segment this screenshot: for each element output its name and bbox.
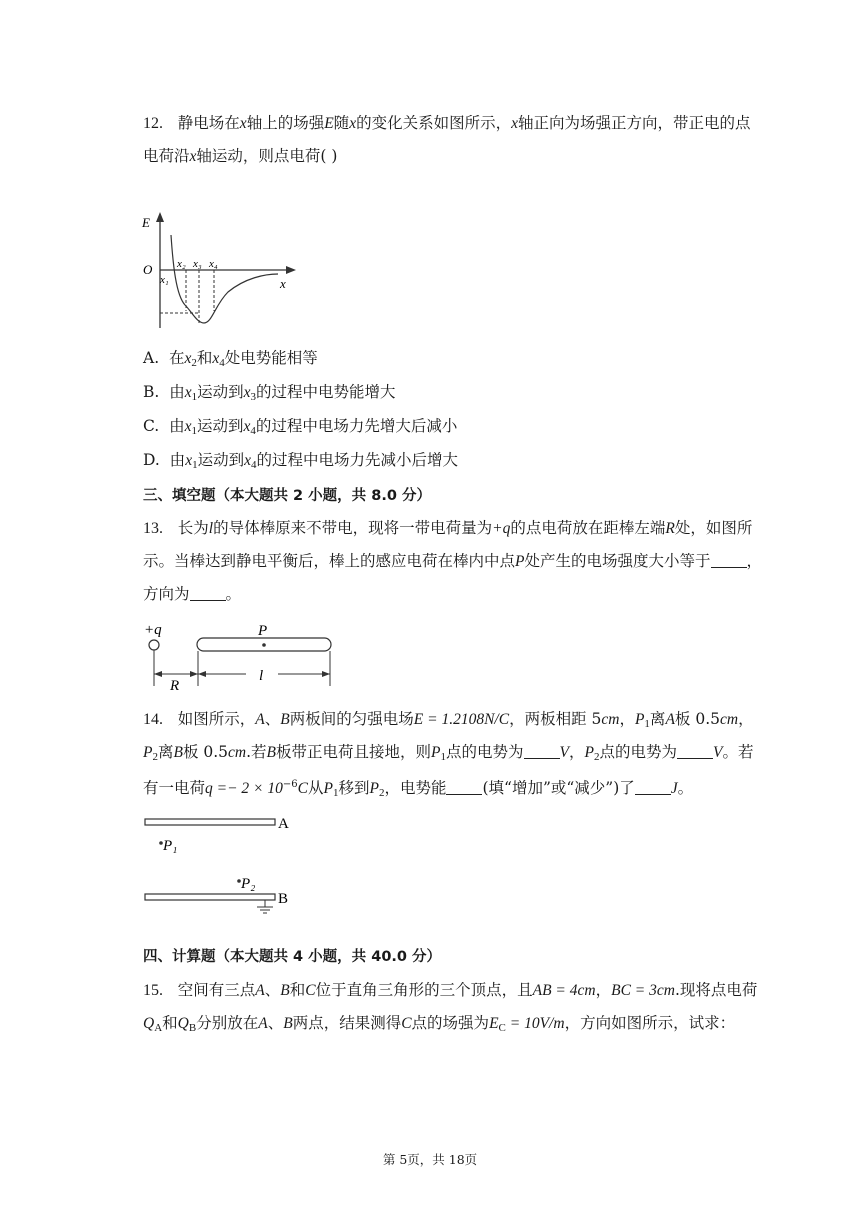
q15-line1: 15. 空间有三点A、B和C位于直角三角形的三个顶点，且AB = 4cm，BC = 3cm.现将点电荷 <box>143 981 758 999</box>
var: l <box>208 520 214 537</box>
text: 处电势能相等 <box>224 349 318 367</box>
text: 空间有三点 <box>177 981 256 999</box>
q12-figure <box>140 210 310 335</box>
q12-line1 <box>143 113 751 134</box>
q13-figure <box>140 618 340 694</box>
text: 和 <box>289 981 306 999</box>
q13-line3 <box>143 584 241 604</box>
var: $x_2$ <box>184 350 197 369</box>
q15-line2: $Q_A$和$Q_B$分别放在A、B两点，结果测得C点的场强为$E_C = 10V/m$，方向如图所示，试求： <box>143 1014 736 1034</box>
l-arrow-right <box>322 671 330 677</box>
q13-line2 <box>143 551 762 572</box>
text: ， <box>746 552 763 570</box>
var: A <box>255 982 265 999</box>
label-x4: x₄ <box>209 258 218 270</box>
text: ， <box>619 710 635 728</box>
var: x <box>511 115 518 132</box>
R-arrow-left <box>154 671 162 677</box>
var: A <box>665 711 675 728</box>
text: 有一电荷 <box>143 779 206 797</box>
label-l: l <box>259 668 264 684</box>
text: 两板间的匀强电场 <box>289 710 414 728</box>
plate-B <box>145 894 275 900</box>
var: B <box>280 982 290 999</box>
exponent: −6 <box>282 779 298 790</box>
q14-line3 <box>143 775 693 803</box>
unit: cm <box>719 711 739 728</box>
point-charge <box>149 640 159 650</box>
option-a <box>143 348 318 373</box>
text: .现将点电荷 <box>674 981 758 999</box>
var: $x_1$ <box>184 418 197 437</box>
text: (填“增加”或“减少”)了 <box>482 779 635 797</box>
label-x2: x₂ <box>177 258 186 270</box>
label-R: R <box>170 678 180 694</box>
q14-line1: 14. 如图所示，A、B两板间的匀强电场E = 1.2108N/C，两板相距 5cm，$P_1$离A板 0.5cm， <box>143 710 754 730</box>
unit: cm <box>228 744 247 761</box>
text: 运动到 <box>197 417 244 435</box>
text: 。 <box>225 585 242 603</box>
q12-line2 <box>143 146 337 167</box>
text: 。 <box>677 779 694 797</box>
var: B <box>173 744 183 761</box>
text: 处，如图所 <box>674 519 753 537</box>
text: 的过程中电场力先增大后减小 <box>255 417 458 435</box>
question-number: 14. <box>143 711 163 728</box>
section-heading-3: 三、填空题（本大题共 2 小题，共 8.0 分） <box>143 488 431 504</box>
option-b <box>143 382 396 407</box>
text: 板 0.5 <box>674 710 720 728</box>
unit: V <box>559 744 569 761</box>
text: 和 <box>162 1014 178 1032</box>
unit: J <box>670 780 678 797</box>
var: $P_2$ <box>143 744 158 763</box>
question-number: 12. <box>143 115 163 132</box>
formula: E = 1.2108N/C <box>413 711 510 728</box>
label-P: P <box>258 623 268 639</box>
text: 处产生的电场强度大小等于 <box>524 552 711 570</box>
text: 分别放在 <box>196 1014 259 1032</box>
formula: $E_C = 10V/m$ <box>489 1015 565 1034</box>
var: x <box>239 115 247 132</box>
label-x3: x₃ <box>193 258 202 270</box>
midpoint-P <box>262 643 266 647</box>
text: 板带正电荷且接地，则 <box>276 743 432 761</box>
text: 的过程中电场力先减小后增大 <box>256 451 458 469</box>
text: ，电势能 <box>384 779 447 797</box>
text: ， <box>595 981 612 999</box>
question-number: 15. <box>143 982 163 999</box>
text: 轴正向为场强正方向，带正电的点 <box>517 114 751 132</box>
option-label: D. <box>143 451 160 469</box>
text: 的导体棒原来不带电，现将一带电荷量为 <box>213 519 493 537</box>
var: $Q_B$ <box>177 1015 197 1034</box>
var: C <box>305 982 316 999</box>
text: 。若 <box>722 743 754 761</box>
var: A <box>258 1015 268 1032</box>
text: 位于直角三角形的三个顶点，且 <box>315 981 533 999</box>
var: B <box>280 711 290 728</box>
R-arrow-right <box>190 671 198 677</box>
var: C <box>401 1015 412 1032</box>
option-label: B. <box>143 383 160 401</box>
var: R <box>665 520 675 537</box>
var: $P_2$ <box>584 744 600 763</box>
unit: V <box>712 744 723 761</box>
var: $Q_A$ <box>143 1015 163 1034</box>
text: 移到 <box>338 779 370 797</box>
option-d <box>143 450 458 475</box>
text: 由 <box>169 451 186 469</box>
text: 点的电势为 <box>446 743 524 761</box>
x-axis-arrow <box>286 266 296 274</box>
text: 的点电荷放在距棒左端 <box>510 519 666 537</box>
var: x <box>349 115 357 132</box>
var: +q <box>492 520 511 537</box>
text: 由 <box>169 383 185 401</box>
text: 和 <box>196 349 213 367</box>
text: 的过程中电势能增大 <box>256 383 396 401</box>
var: E <box>324 115 334 132</box>
question-number: 13. <box>143 520 163 537</box>
answer-blank[interactable] <box>524 744 560 759</box>
text: ，两板相距 5 <box>509 710 602 728</box>
formula: AB = 4cm <box>532 982 596 999</box>
label-q: +q <box>144 622 162 638</box>
answer-blank[interactable] <box>190 586 226 601</box>
label-P1: P₁ <box>163 838 178 854</box>
label-A: A <box>278 816 289 832</box>
text: 两点，结果测得 <box>292 1014 402 1032</box>
l-arrow-left <box>198 671 206 677</box>
text: 从 <box>308 779 324 797</box>
answer-blank[interactable] <box>677 744 713 759</box>
text: 点的电势为 <box>599 743 677 761</box>
option-label: C. <box>143 417 160 435</box>
section-heading-4: 四、计算题（本大题共 4 小题，共 40.0 分） <box>143 949 442 965</box>
text: .若 <box>246 743 267 761</box>
text: 运动到 <box>197 383 244 401</box>
text: 离 <box>157 743 174 761</box>
q13-line1 <box>143 518 752 539</box>
text: ，方向如图所示，试求： <box>564 1014 736 1032</box>
plate-A <box>145 819 275 825</box>
label-P2: P₂ <box>241 876 256 892</box>
text: 由 <box>169 417 185 435</box>
option-c <box>143 416 457 441</box>
text: 长为 <box>177 519 209 537</box>
var: B <box>266 744 277 761</box>
var: $P_1$ <box>323 780 339 799</box>
label-x: x <box>280 276 286 291</box>
text: 的变化关系如图所示， <box>356 114 512 132</box>
unit: C <box>297 780 308 797</box>
text: 离 <box>649 710 666 728</box>
text: 如图所示， <box>177 710 256 728</box>
var: $x_3$ <box>243 384 256 403</box>
text: 电荷沿 <box>143 147 190 165</box>
text: 轴运动，则点电荷( ) <box>196 147 338 165</box>
formula: q =− 2 × 10 <box>205 780 283 797</box>
answer-blank[interactable] <box>635 780 671 795</box>
q14-figure <box>140 810 310 920</box>
text: 板 0.5 <box>182 743 229 761</box>
var: $P_2$ <box>369 780 385 799</box>
answer-blank[interactable] <box>446 780 482 795</box>
var: $x_1$ <box>185 452 198 471</box>
var: $x_4$ <box>244 452 257 471</box>
var: $x_4$ <box>243 418 256 437</box>
text: 运动到 <box>197 451 245 469</box>
page-footer: 第 5页，共 18页 <box>382 1152 478 1167</box>
e-axis-arrow <box>156 212 164 222</box>
text: 轴上的场强 <box>246 114 325 132</box>
text: ， <box>568 743 585 761</box>
label-x1: x₁ <box>160 274 169 286</box>
text: 静电场在 <box>177 114 240 132</box>
var: P <box>515 553 525 570</box>
text: 随 <box>333 114 350 132</box>
var: $P_1$ <box>431 744 446 763</box>
text: 示。当棒达到静电平衡后，棒上的感应电荷在棒内中点 <box>143 552 516 570</box>
label-E: E <box>142 215 150 230</box>
formula: BC = 3cm <box>611 982 675 999</box>
option-label: A. <box>143 349 160 367</box>
var: x <box>189 148 197 165</box>
var: $x_4$ <box>212 350 225 369</box>
text: 方向为 <box>143 585 190 603</box>
answer-blank[interactable] <box>711 553 747 568</box>
q14-line2 <box>143 742 753 767</box>
text: 点的场强为 <box>411 1014 490 1032</box>
unit: cm <box>601 711 620 728</box>
var: $P_1$ <box>634 711 650 730</box>
text: 在 <box>168 349 185 367</box>
label-B: B <box>278 891 289 907</box>
label-O: O <box>143 262 153 277</box>
var: B <box>283 1015 293 1032</box>
var: A <box>255 711 265 728</box>
e-curve <box>171 235 278 323</box>
var: $x_1$ <box>184 384 198 403</box>
